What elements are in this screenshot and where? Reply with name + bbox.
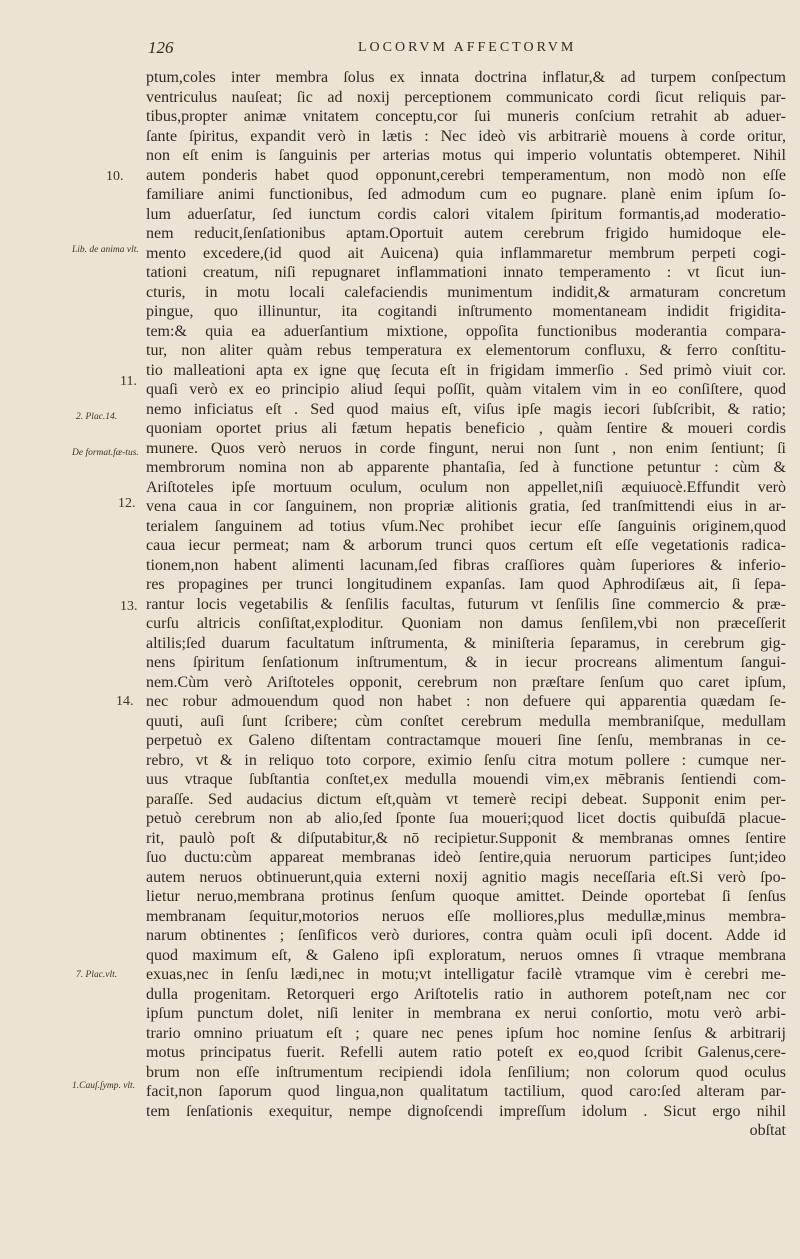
- text-line: brum non eſſe inſtrumentum recipiendi idola ſenſilium; non colorum quod oculus: [146, 1063, 786, 1081]
- text-line: Ariſtoteles ipſe mortuum oculum, oculum non appellet,niſi æquiuocè.Effundit verò: [146, 478, 786, 496]
- text-line: rantur locis vegetabilis & ſenſilis facultas, futurum vt ſenſilis ſine commercio & præ-: [146, 595, 786, 613]
- section-number: 13.: [120, 599, 138, 614]
- section-number: 11.: [120, 374, 137, 389]
- text-line: rebro, vt & in reliquo toto corpore, eximio ſenſu citra motum pollere : cumque ner-: [146, 751, 786, 769]
- text-line: tem:& quia ea aduerſantium mixtione, oppoſita functionibus moderantia compara-: [146, 322, 786, 340]
- section-number: 14.: [116, 694, 134, 709]
- text-line: tionem,non habent alimenti lacunam,ſed fibras craſſiores quàm ſuperiores & inferio-: [146, 556, 786, 574]
- text-line: mento excedere,(id quod ait Auicena) quia inflammaretur membrum perpeti cogi-: [146, 244, 786, 262]
- text-line: nec robur admouendum quod non habet : non defuere qui apparentia quædam ſe-: [146, 693, 786, 710]
- running-head: LOCORVM AFFECTORVM: [358, 40, 577, 55]
- text-line: munere. Quos verò neruos in corde fingunt, nerui non ſunt , non enim ſentiunt; ſi: [146, 439, 786, 457]
- text-line: quuti, auſi ſunt ſcribere; cùm conſtet cerebrum medulla membraniſque, medullam: [146, 712, 786, 730]
- text-line: membrorum nomina non ab apparente phantaſia, ſed à functione petuntur : cùm &: [146, 459, 786, 476]
- text-line: narum obtinentes ; ſenſificos verò duriores, contra quàm oculi ipſi docent. Adde id: [146, 927, 786, 944]
- text-line: ſante ſpiritus, expandit verò in lætis : Nec ideò vis arbitrariè mouens à corde oritur,: [146, 127, 786, 145]
- text-line: tationi creatum, niſi repugnaret inflammationi innato temperamento : vt ſicut iun-: [146, 264, 786, 281]
- text-line: pingue, quo illinuntur, ita cogitandi inſtrumento momentaneam indidit frigidita-: [146, 303, 786, 320]
- text-line: quaſi verò ex eo principio aliud ſequi poſſit, quàm vitalem vim in eo conſiſtere, quod: [146, 381, 786, 398]
- text-line: quoniam oportet prius ali fætum hepatis beneficio , quàm ſentire & moueri cordis: [146, 420, 786, 437]
- margin-note: 7. Plac.vlt.: [76, 970, 118, 980]
- text-line: tio malleationi apta ex igne quę ſecuta eſt in frigidam immerſio . Sed primò viuit cor.: [146, 361, 786, 379]
- text-line: exuas,nec in ſenſu lædi,nec in motu;vt intelligatur facilè vtramque vim è cerebri me-: [146, 966, 786, 983]
- text-line: nem reducit,ſenſationibus aptam.Oportuit autem cerebrum frigido humidoque ele-: [146, 225, 786, 242]
- text-line: ſuo ductu:cùm appareat membranas ideò ſentire,quia neruorum participes ſunt;ideo: [146, 849, 786, 866]
- text-line: lietur neruo,membrana protinus ſenſum quoque amittet. Deinde oportebat ſi ſenſus: [146, 888, 786, 905]
- text-line: altilis;ſed duarum facultatum inſtrumenta, & miniſteria ſeparamus, in cerebrum gig-: [146, 634, 786, 652]
- margin-note: De format.fæ-tus.: [72, 448, 139, 458]
- text-line: ptum,coles inter membra ſolus ex innata doctrina inflatur,& ad turpem conſpectum: [146, 69, 786, 86]
- text-line: tur, non aliter quàm rebus temperatura ex elementorum confluxu, & ferro conſtitu-: [146, 342, 786, 359]
- text-line: ipſum punctum dolet, niſi leniter in membrana ex nerui conſortio, motu verò arbi-: [146, 1005, 786, 1022]
- text-line: ventriculus nauſeat; ſic ad noxij perceptionem communicato cordi ſicut reliquis par-: [146, 88, 786, 106]
- text-line: res propagines per trunci longitudinem expanſas. Iam quod Aphrodiſæus ait, ſi ſepa-: [146, 576, 786, 593]
- text-line: nens ſpiritum ſenſationum inſtrumentum, & in iecur procreans alimentum ſangui-: [146, 654, 786, 671]
- text-line: nemo inficiatus eſt . Sed quod maius eſt, viſus ipſe magis iecori ſubſcribit, & ratio;: [146, 400, 786, 418]
- text-line: facit,non ſaporum quod lingua,non qualitatum tactilium, quod caro:ſed alteram par-: [146, 1083, 786, 1100]
- margin-note: 1.Cauſ.ſymp. vlt.: [72, 1081, 136, 1091]
- text-line: cturis, in motu locali calefaciendis munimentum indidit,& armaturam concretum: [146, 283, 786, 301]
- text-line: autem neruos obtinuerunt,quia externi noxij agnitio magis neceſſaria eſt.Si verò ſpo-: [146, 868, 786, 886]
- text-line: autem ponderis habet quod opponunt,cerebri temperamentum, non modò non eſſe: [146, 166, 786, 184]
- text-line: uus vtraque ſubſtantia conſtet,ex medulla mouendi vim,ex mēbranis ſentiendi com-: [146, 771, 786, 788]
- text-line: nem.Cùm verò Ariſtoteles opponit, cerebrum non præſtare ſenſum quo caret ipſum,: [146, 673, 786, 691]
- text-line: trario omnino priuatum eſt ; quare nec penes ipſum hoc nomine ſenſus & arbitrarij: [146, 1024, 786, 1042]
- text-line: petuò cerebrum non ab alio,ſed ſponte ſua moueri;quod licet doctis quibuſdā placue-: [146, 810, 786, 827]
- text-line: non eſt enim is ſanguinis per arterias motus qui imperio voluntatis obtemperet. Nihil: [146, 147, 786, 164]
- text-line: dulla progenitam. Retorqueri ergo Ariſtotelis ratio in authorem poteſt,nam nec cor: [146, 985, 786, 1003]
- body-text: [146, 68, 786, 1141]
- text-line: familiare animi functionibus, ſed admodum cum eo pugnare. planè enim ipſum ſo-: [146, 186, 786, 203]
- text-line: lum aduerſatur, ſed iunctum cordis calori vitalem ſpiritum formantis,ad moderatio-: [146, 205, 786, 223]
- margin-note: 2. Plac.14.: [76, 412, 118, 422]
- page-number: 126: [148, 38, 174, 57]
- text-line: rit, paulò poſt & diſputabitur,& nō recipietur.Supponit & membranas omnes ſentire: [146, 829, 786, 847]
- text-line: tibus,propter animæ vnitatem conceptu,cor ſui muneris conſcium retrahit ab aduer-: [146, 108, 786, 125]
- text-line: quod maximum eſt, & Galeno ipſi exploratum, neruos omnes ſi vtraque membrana: [146, 946, 786, 964]
- section-number: 10.: [106, 169, 124, 184]
- text-line: paraſſe. Sed audacius dictum eſt,quàm vt temerè recipi debeat. Supponit enim per-: [146, 790, 786, 808]
- text-line: curſu altricis conſiſtat,exploditur. Quoniam non damus ſenſilem,vbi non præceſſerit: [146, 615, 786, 632]
- text-line: terialem ſanguinem ad totius vſum.Nec prohibet iecur eſſe ſanguinis originem,quod: [146, 517, 786, 535]
- text-line: motus principatus fuerit. Refelli autem ratio poteſt ex eo,quod ſcribit Galenus,cere-: [146, 1044, 786, 1061]
- section-number: 12.: [118, 496, 136, 511]
- text-line: obſtat: [749, 1122, 786, 1139]
- text-line: tem ſenſationis exequitur, nempe dignoſcendi impreſſum idolum . Sicut ergo nihil: [146, 1102, 786, 1120]
- text-line: membranam ſequitur,motorios neruos eſſe molliores,plus medullæ,minus membra-: [146, 907, 786, 925]
- text-line: caua iecur permeat; nam & arborum trunci quos certum eſt eſſe vegetationis radica-: [146, 537, 786, 554]
- page-header: [148, 38, 788, 62]
- text-line: vena caua in cor ſanguinem, non propriæ alitionis gratia, ſed tranſmittendi eius in ar-: [146, 498, 786, 515]
- text-line: perpetuò ex Galeno diſtentam contractamque moueri ſine ſenſu, membranas in ce-: [146, 732, 786, 749]
- margin-note: Lib. de anima vlt.: [72, 245, 139, 255]
